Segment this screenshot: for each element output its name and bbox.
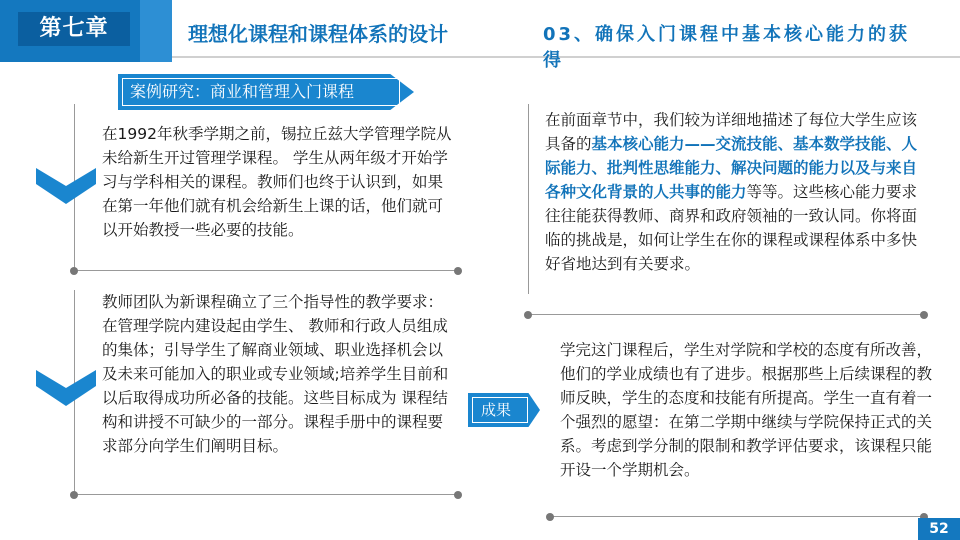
core-skills-highlight: 基本核心能力——交流技能、基本数学技能、人际能力、批判性思维能力、解决问题的能力以及与来自各种文化背景的人共事的能力 [545, 135, 918, 201]
result-badge [468, 393, 540, 427]
intro-text-part1: 在前面章节中，我们较为详细地描述了每位大学生应该具备的 [545, 111, 918, 153]
divider-right-1 [524, 310, 928, 320]
result-label: 成果 [481, 401, 512, 419]
case-paragraph-2: 教师团队为新课程确立了三个指导性的教学要求：在管理学院内建设起由学生、 教师和行政人员组成的集体；引导学生了解商业领域、职业选择机会以及未来可能加入的职业或专业领域;培养学生目前和以后取得成功所必备的技能。这些目标成为 课程结构和讲授不可缺少的一部分。课程手册中的课程要求部分向学生们阐明目标。 [102, 293, 449, 455]
chapter-tag [0, 0, 172, 62]
case-paragraph-1: 在1992年秋季学期之前，锡拉丘兹大学管理学院从未给新生开过管理学课程。 学生从两年级才开始学习与学科相关的课程。教师们也终于认识到，如果在第一年他们就有机会给新生上课的话，他们就可以开始教授一些必要的技能。 [102, 125, 452, 239]
result-paragraph: 学完这门课程后，学生对学院和学校的态度有所改善，他们的学业成绩也有了进步。根据那些上后续课程的教师反映，学生的态度和技能有所提高。学生一直有着一个强烈的愿望：在第二学期中继续与学院保持正式的关系。考虑到学分制的限制和教学评估要求，该课程只能开设一个学期机会。 [560, 341, 933, 479]
divider-left-1 [70, 266, 462, 276]
section-title: 03、确保入门课程中基本核心能力的获得 [543, 24, 911, 71]
intro-text-part2: 等等。这些核心能力要求往往能获得教师、商界和政府领袖的一致认同。你将面临的挑战是，如何让学生在你的课程或课程体系中多快好省地达到有关要求。 [545, 183, 918, 273]
divider-left-2 [70, 490, 462, 500]
case-study-banner-label: 案例研究：商业和管理入门课程 [130, 82, 355, 101]
chapter-tag-stripe [140, 0, 172, 62]
page-number: 52 [918, 518, 960, 540]
chapter-label: 第七章 [18, 12, 130, 46]
divider-right-2 [546, 512, 928, 522]
page-title: 理想化课程和课程体系的设计 [188, 22, 448, 46]
chevron-down-icon [36, 370, 96, 410]
right-bracket [528, 104, 529, 294]
intro-paragraph [545, 108, 927, 276]
chevron-down-icon [36, 168, 96, 208]
case-study-banner [118, 74, 414, 110]
